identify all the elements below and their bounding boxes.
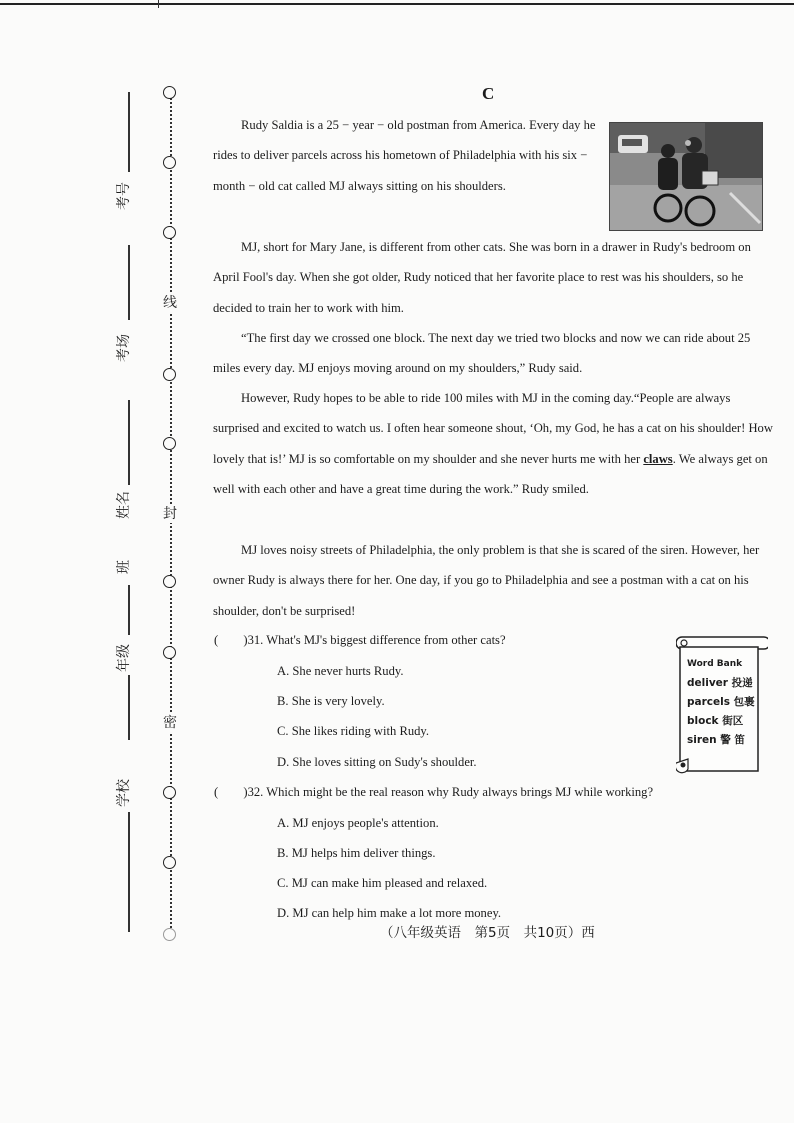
cyclist-photo-image: [610, 123, 762, 230]
underlined-word: claws: [643, 451, 673, 466]
seal-char: 封: [163, 506, 177, 522]
binding-hole: [163, 86, 176, 99]
binding-hole: [163, 856, 176, 869]
option-32-a: A. MJ enjoys people's attention.: [277, 816, 439, 830]
word-bank-title: Word Bank: [687, 659, 743, 669]
binding-hole: [163, 786, 176, 799]
passage-paragraph-1: Rudy Saldia is a 25 − year − old postman from America. Every day he rides to deliver parcels across his hometown of Philadelphia with his six − month − old cat called MJ always sitting on his shoulders.: [213, 118, 596, 193]
option-31-b: B. She is very lovely.: [277, 694, 385, 708]
answer-bracket[interactable]: ( ): [214, 785, 248, 799]
school-label: 学校: [116, 779, 132, 807]
name-blank[interactable]: [128, 400, 130, 485]
top-border-tick: [158, 0, 159, 8]
seal-line-char: 线: [163, 295, 177, 311]
word-bank-item: parcels 包裹: [687, 696, 755, 708]
question-stem: 31. What's MJ's biggest difference from other cats?: [247, 633, 506, 647]
exam-room-blank[interactable]: [128, 245, 130, 320]
section-heading: C: [482, 84, 495, 103]
passage-paragraph-2: MJ, short for Mary Jane, is different from other cats. She was born in a drawer in Rudy's bedroom on April Fool's day. When she got older, Rudy noticed that her favorite place to rest was his shoulders, so he decided to train her to work with him.: [213, 240, 751, 315]
passage-paragraph-4: However, Rudy hopes to be able to ride 100 miles with MJ in the coming day.“People are always surprised and excited to watch us. I often hear someone shout, ‘Oh, my God, he has a cat on his shoulder! How lovely that is!’ MJ is so comfortable on my shoulder and she never hurts me with her claws. We always get on well with each other and have a great time during the work.” Rudy smiled.: [213, 391, 773, 497]
school-blank[interactable]: [128, 812, 130, 932]
seal-mi-char: 密: [163, 715, 177, 731]
top-border: [0, 3, 794, 5]
name-label: 姓名: [116, 491, 132, 519]
option-32-b: B. MJ helps him deliver things.: [277, 846, 436, 860]
binding-hole: [163, 226, 176, 239]
option-31-a: A. She never hurts Rudy.: [277, 664, 404, 678]
word-bank-item: block 街区: [687, 715, 744, 727]
question-32: [214, 782, 653, 802]
binding-hole: [163, 156, 176, 169]
word-bank-scroll: [676, 633, 768, 775]
binding-hole: [163, 646, 176, 659]
exam-room-label: 考场: [116, 334, 132, 362]
grade-blank[interactable]: [128, 675, 130, 740]
word-bank-item: siren 警 笛: [687, 734, 745, 746]
cyclist-photo: [609, 122, 763, 231]
question-stem: 32. Which might be the real reason why Rudy always brings MJ while working?: [247, 785, 654, 799]
option-32-d: D. MJ can help him make a lot more money.: [277, 906, 502, 920]
grade-label: 年级: [116, 644, 132, 672]
word-bank-item: deliver 投递: [687, 677, 753, 689]
passage-paragraph-5: MJ loves noisy streets of Philadelphia, the only problem is that she is scared of the siren. However, her owner Rudy is always there for her. One day, if you go to Philadelphia and see a postman with a cat on his shoulder, don't be surprised!: [213, 543, 760, 618]
class-blank[interactable]: [128, 585, 130, 635]
binding-hole: [163, 437, 176, 450]
binding-hole: [163, 928, 176, 941]
exam-no-label: 考号: [116, 182, 132, 210]
option-32-c: C. MJ can make him pleased and relaxed.: [277, 876, 488, 890]
binding-hole: [163, 575, 176, 588]
class-label: 班: [116, 560, 132, 574]
option-31-c: C. She likes riding with Rudy.: [277, 724, 430, 738]
binding-hole: [163, 368, 176, 381]
question-31: [214, 630, 506, 650]
passage-paragraph-3: “The first day we crossed one block. The next day we tried two blocks and now we can ride about 25 miles every day. MJ enjoys moving around on my shoulders,” Rudy said.: [213, 331, 751, 376]
page-footer: （八年级英语 第5页 共10页）西: [380, 925, 595, 941]
option-31-d: D. She loves sitting on Sudy's shoulder.: [277, 755, 477, 769]
word-bank-list: [687, 655, 755, 750]
exam-no-blank[interactable]: [128, 92, 130, 172]
answer-bracket[interactable]: ( ): [214, 633, 248, 647]
